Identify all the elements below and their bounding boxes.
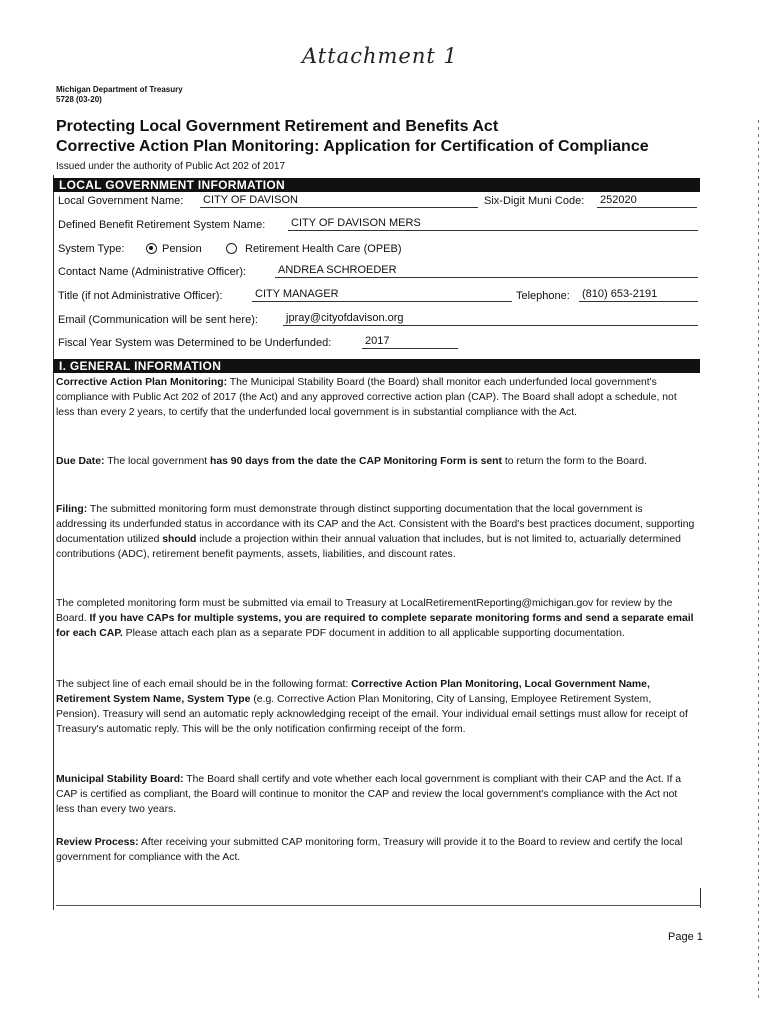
filing-text-2: include a projection within their annual valuation that includes, but is not limited to, actuarially determined contributions (ADC), retirement benefit payments, assets, liabilities, and discount rates. (56, 534, 681, 560)
radio-opeb-label: Retirement Health Care (OPEB) (245, 243, 402, 255)
filing-emphasis: should (162, 534, 197, 545)
radio-pension-label: Pension (162, 243, 202, 255)
form-frame-right (700, 888, 701, 908)
subject-line-paragraph (56, 677, 696, 737)
telephone-label: Telephone: (516, 290, 570, 302)
contact-name-label: Contact Name (Administrative Officer): (58, 266, 247, 278)
review-process-paragraph (56, 835, 696, 865)
due-date-emphasis: has 90 days from the date the CAP Monitoring Form is sent (210, 456, 502, 467)
fiscal-year-label: Fiscal Year System was Determined to be Underfunded: (58, 337, 332, 349)
due-date-heading: Due Date: (56, 456, 105, 467)
submission-text-1: The completed monitoring form must be submitted via email to Treasury at LocalRetirementReporting@michigan.gov for review by the Board. (56, 598, 673, 624)
msb-heading: Municipal Stability Board: (56, 774, 184, 785)
title-line-1: Protecting Local Government Retirement and Benefits Act (56, 118, 499, 135)
contact-name-value[interactable]: ANDREA SCHROEDER (278, 264, 397, 276)
muni-code-label: Six-Digit Muni Code: (484, 195, 585, 207)
email-underline (283, 325, 698, 326)
title-field-value[interactable]: CITY MANAGER (255, 288, 339, 300)
local-gov-header: LOCAL GOVERNMENT INFORMATION (53, 178, 700, 192)
fiscal-year-underline (362, 348, 458, 349)
telephone-underline (579, 301, 698, 302)
agency-name: Michigan Department of Treasury (56, 85, 183, 94)
cap-monitoring-paragraph (56, 375, 696, 420)
due-date-paragraph (56, 454, 696, 469)
local-gov-name-value[interactable]: CITY OF DAVISON (203, 194, 298, 206)
form-code: 5728 (03-20) (56, 95, 102, 104)
contact-name-underline (275, 277, 698, 278)
general-info-header: I. GENERAL INFORMATION (53, 359, 700, 373)
system-name-value[interactable]: CITY OF DAVISON MERS (291, 217, 421, 229)
title-line-2: Corrective Action Plan Monitoring: Application for Certification of Compliance (56, 138, 649, 155)
system-name-label: Defined Benefit Retirement System Name: (58, 219, 266, 231)
form-title (56, 117, 716, 157)
telephone-value[interactable]: (810) 653-2191 (582, 288, 658, 300)
page-number: Page 1 (668, 931, 703, 943)
agency-block (56, 85, 183, 105)
muni-code-underline (597, 207, 697, 208)
email-value[interactable]: jpray@cityofdavison.org (286, 312, 404, 324)
cap-monitoring-text: The Municipal Stability Board (the Board) shall monitor each underfunded local government's compliance with Public Act 202 of 2017 (the Act) and any approved corrective action plan (CAP). The Board shall adopt a schedule, not less than every 2 years, to certify that the underfunded local government is in substantial compliance with the Act. (56, 377, 677, 418)
title-field-label: Title (if not Administrative Officer): (58, 290, 223, 302)
title-field-underline (252, 301, 512, 302)
submission-emphasis: If you have CAPs for multiple systems, you are required to complete separate monitoring forms and send a separate email for each CAP. (56, 613, 694, 639)
review-process-text: After receiving your submitted CAP monitoring form, Treasury will provide it to the Board to review and certify the local government for compliance with the Act. (56, 837, 683, 863)
muni-code-value[interactable]: 252020 (600, 194, 637, 206)
system-name-underline (288, 230, 698, 231)
filing-heading: Filing: (56, 504, 88, 515)
msb-paragraph (56, 772, 696, 817)
submission-paragraph (56, 596, 696, 641)
form-frame-left (53, 175, 54, 910)
filing-text-1: The submitted monitoring form must demonstrate through distinct supporting documentation that the local government is addressing its underfunded status in accordance with its CAP and the Act. Consistent with the Board's best practices document, supporting documentation utilized (56, 504, 695, 545)
radio-pension[interactable] (146, 243, 157, 254)
system-type-label: System Type: (58, 243, 125, 255)
local-gov-name-underline (200, 207, 478, 208)
radio-opeb[interactable] (226, 243, 237, 254)
submission-text-2: Please attach each plan as a separate PDF document in addition to all applicable supporting documentation. (122, 628, 625, 639)
form-frame-bottom (56, 905, 701, 906)
subject-line-format: Corrective Action Plan Monitoring, Local Government Name, Retirement System Name, System Type (56, 679, 650, 705)
authority-note: Issued under the authority of Public Act 202 of 2017 (56, 161, 286, 172)
attachment-label: Attachment 1 (302, 44, 458, 68)
cap-monitoring-heading: Corrective Action Plan Monitoring: (56, 377, 228, 388)
filing-paragraph (56, 502, 696, 562)
msb-text: The Board shall certify and vote whether each local government is compliant with their CAP and the Act. If a CAP is certified as compliant, the Board will continue to monitor the CAP and review the local government's compliance with the Act not less than every two years. (56, 774, 682, 815)
due-date-text-2: to return the form to the Board. (501, 456, 647, 467)
email-label: Email (Communication will be sent here): (58, 314, 258, 326)
fiscal-year-value[interactable]: 2017 (365, 335, 390, 347)
due-date-text-1: The local government (104, 456, 211, 467)
review-process-heading: Review Process: (56, 837, 139, 848)
subject-line-text-2: (e.g. Corrective Action Plan Monitoring, City of Lansing, Employee Retirement System, Pension). Treasury will send an automatic reply acknowledging receipt of the email. Your individual email settings must allow for receipt of Treasury's automatic reply. This will be the only notification confirming receipt of the form. (56, 694, 688, 735)
local-gov-name-label: Local Government Name: (58, 195, 184, 207)
subject-line-text-1: The subject line of each email should be in the following format: (56, 679, 352, 690)
scan-edge (758, 120, 759, 1000)
